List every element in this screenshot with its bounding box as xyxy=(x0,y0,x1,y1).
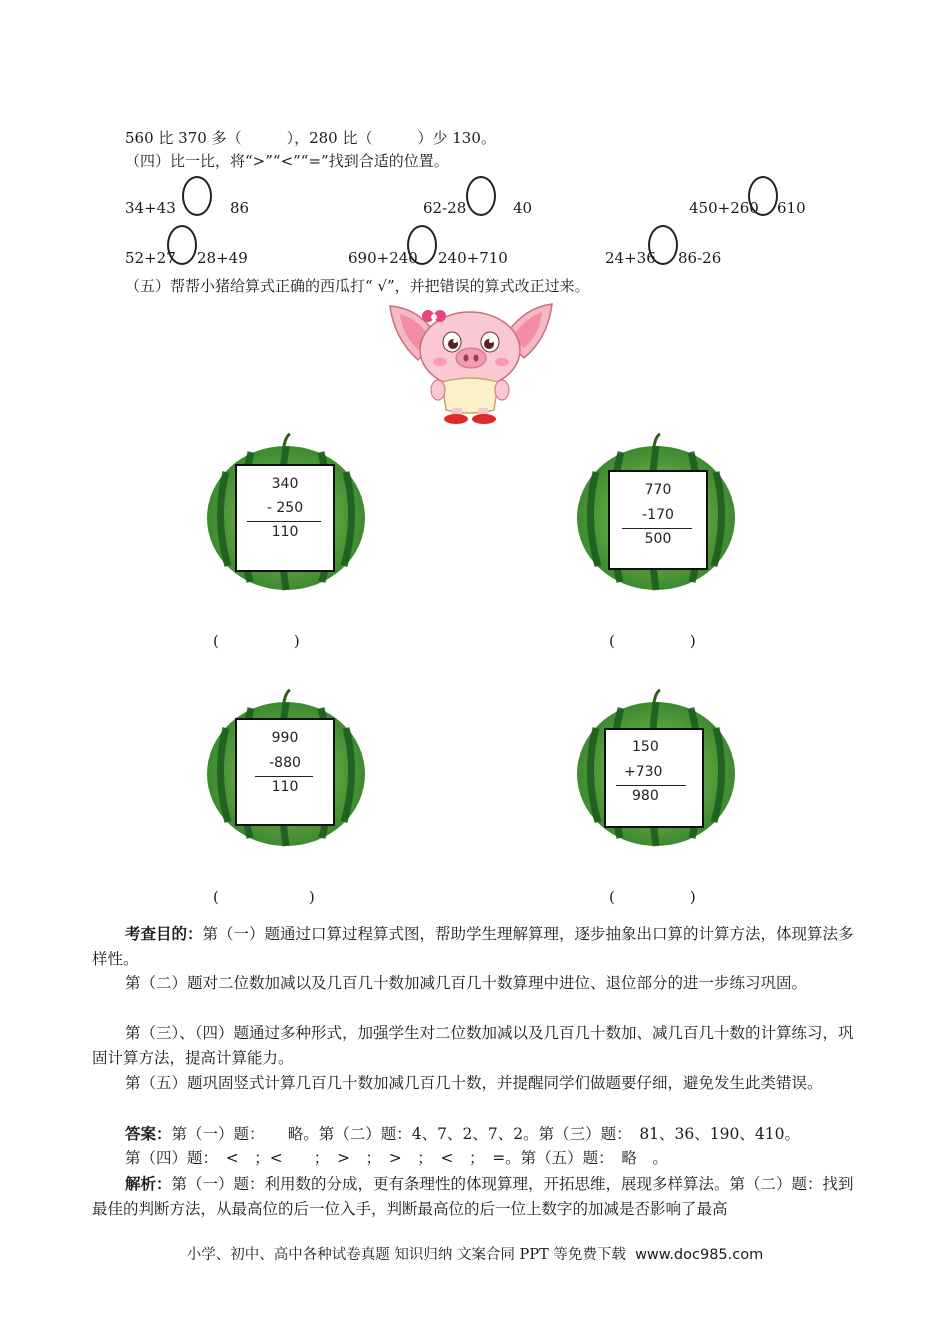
purpose-paragraph: 第（三）、（四）题通过多种形式，加强学生对二位数加减以及几百几十数加、减几百几十数的计算练习，巩固计算方法，提高计算能力。 xyxy=(92,1024,854,1067)
compare-blank-oval[interactable] xyxy=(748,176,778,216)
explain-paragraph xyxy=(92,1171,862,1222)
equation-card xyxy=(235,718,335,826)
answer-paragraph: 第（四）题： < ；< ； > ； > ； < ； =。第（五）题： 略 。 xyxy=(125,1149,668,1167)
equation-result: 980 xyxy=(632,788,659,804)
compare-left: 450+260 xyxy=(689,199,759,217)
equation-line xyxy=(622,528,692,529)
compare-left: 62-28 xyxy=(423,199,467,217)
answer-paren[interactable]: ( ) xyxy=(609,632,696,650)
equation-line xyxy=(616,785,686,786)
section5-title: （五）帮帮小猪给算式正确的西瓜打“ √”，并把错误的算式改正过来。 xyxy=(125,277,590,295)
purpose-paragraph: 第（五）题巩固竖式计算几百几十数加减几百几十数，并提醒同学们做题要仔细，避免发生此类错误。 xyxy=(125,1074,823,1092)
equation-top: 990 xyxy=(271,730,299,746)
answer-text: 第（一）题： 略。第（二）题：4、7、2、7、2。第（三）题： 81、36、190、410。 xyxy=(171,1125,800,1143)
compare-blank-oval[interactable] xyxy=(648,225,678,265)
compare-left: 34+43 xyxy=(125,199,176,217)
purpose-text: 第（一）题通过口算过程算式图，帮助学生理解算理，逐步抽象出口算的计算方法，体现算法多样性。 xyxy=(92,925,854,968)
answer-paren[interactable]: ( ) xyxy=(609,888,696,906)
compare-left: 24+36 xyxy=(605,249,656,267)
equation-line xyxy=(247,521,321,522)
equation-operand: - 250 xyxy=(266,500,304,516)
compare-blank-oval[interactable] xyxy=(407,225,437,265)
pig-illustration xyxy=(380,298,560,426)
equation-card xyxy=(235,464,335,572)
equation-operand: -170 xyxy=(642,507,674,523)
equation-card xyxy=(608,470,708,570)
equation-result: 110 xyxy=(271,524,299,540)
equation-operand: +730 xyxy=(624,764,663,780)
equation-line xyxy=(255,776,313,777)
equation-top: 340 xyxy=(271,476,299,492)
equation-top: 770 xyxy=(644,482,672,498)
compare-blank-oval[interactable] xyxy=(466,176,496,216)
footer-link[interactable]: www.doc985.com xyxy=(635,1247,764,1263)
equation-card xyxy=(604,728,704,828)
explain-label: 解析： xyxy=(125,1174,172,1193)
answer-paren[interactable]: ( ) xyxy=(213,888,315,906)
purpose-paragraph: 第（二）题对二位数加减以及几百几十数加减几百几十数算理中进位、退位部分的进一步练习巩固。 xyxy=(125,974,808,992)
compare-right: 86-26 xyxy=(678,249,722,267)
answer-label: 答案： xyxy=(125,1124,172,1143)
purpose-label: 考查目的： xyxy=(125,924,203,943)
compare-left: 690+240 xyxy=(348,249,418,267)
compare-right: 240+710 xyxy=(438,249,508,267)
answer-paragraph xyxy=(92,1121,862,1147)
compare-blank-oval[interactable] xyxy=(182,176,212,216)
compare-right: 40 xyxy=(513,199,533,217)
explain-text: 第（一）题：利用数的分成，更有条理性的体现算理，开拓思维，展现多样算法。第（二）题：找到最佳的判断方法，从最高位的后一位入手，判断最高位的后一位上数字的加减是否影响了最高 xyxy=(92,1175,854,1218)
footer xyxy=(0,1243,950,1264)
equation-result: 500 xyxy=(644,531,672,547)
equation-result: 110 xyxy=(271,779,299,795)
section4-title: （四）比一比，将“>”“<”“=”找到合适的位置。 xyxy=(125,152,449,170)
compare-right: 28+49 xyxy=(197,249,248,267)
equation-operand: -880 xyxy=(269,755,301,771)
section3-tail-text: 560 比 370 多（ ），280 比（ ）少 130。 xyxy=(125,129,496,147)
answer-paren[interactable]: ( ) xyxy=(213,632,300,650)
compare-blank-oval[interactable] xyxy=(167,225,197,265)
compare-left: 52+27 xyxy=(125,249,176,267)
compare-right: 86 xyxy=(230,199,250,217)
purpose-paragraph xyxy=(92,921,862,972)
footer-text: 小学、初中、高中各种试卷真题 知识归纳 文案合同 PPT 等免费下载 xyxy=(186,1247,626,1263)
compare-right: 610 xyxy=(777,199,806,217)
equation-top: 150 xyxy=(632,739,659,755)
